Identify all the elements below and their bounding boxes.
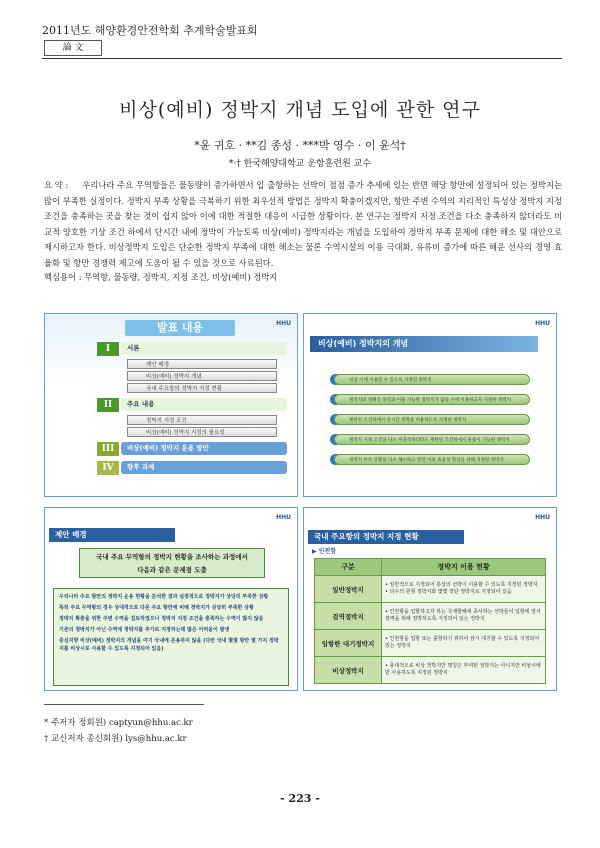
section-label: 서론 xyxy=(121,342,287,355)
slide-concept xyxy=(303,313,557,497)
problem-point: 우리나라 주요 항만의 정박지 운용 현황을 분석한 결과 실정적으로 정박지가 상당히 부족한 상황 xyxy=(59,594,269,600)
table-cell-value: • 인천항을 입항 또는 출항하기 위하여 잠시 대기할 수 있도록 지정되어 있는 정박지 xyxy=(382,630,546,657)
concept-item: 비상 시에 이용할 수 있도록 지정된 정박지 xyxy=(334,374,530,385)
affiliation: *·† 한국해양대학교 운항훈련원 교수 xyxy=(228,159,372,169)
section-number: II xyxy=(97,398,119,412)
header-rule xyxy=(42,58,562,59)
concept-item: 제한된 조건하에서 단시간 정박을 허용하도록 지정한 정박지 xyxy=(334,414,530,425)
university-logo: HHU xyxy=(276,514,291,521)
slide-status xyxy=(303,507,557,691)
section-number: III xyxy=(97,442,119,456)
section-label: 비상(예비) 정박지 운용 방안 xyxy=(121,442,287,455)
slide-status-banner: 국내 주요항의 정박지 지정 현황 xyxy=(308,530,464,544)
problem-list xyxy=(53,588,289,686)
subsection-label: 비상(예비) 정박지 지정의 필요성 xyxy=(127,427,277,437)
port-subtitle: ▶ 인천항 xyxy=(312,548,337,555)
article-type-label: 論 文 xyxy=(44,40,102,56)
footnote-corresponding: † 교신저자 종신회원) lys@hhu.ac.kr xyxy=(44,734,187,744)
page-number: - 223 - xyxy=(280,792,320,805)
problem-point: 정박지 확충을 위한 주변 수역을 검토하였으나 정박지 지정 조건을 충족하는 수역이 많지 않음 xyxy=(59,616,264,622)
table-header: 정박지 이용 현황 xyxy=(382,559,546,576)
table-row xyxy=(315,630,546,657)
paper-title: 비상(예비) 정박지 개념 도입에 관한 연구 xyxy=(119,99,481,121)
slide-background xyxy=(44,507,298,691)
slide-outline-heading: 발표 내용 xyxy=(125,320,235,336)
slide-concept-banner: 비상(예비) 정박지의 개념 xyxy=(310,336,538,352)
concept-item: 정박지의 정해진 목적과 이용 가능한 정박지가 없을 시에 이용하고자 지정한 정박지 xyxy=(334,394,530,405)
table-cell-key: 일반정박지 xyxy=(315,576,382,603)
problem-point: 특히 주요 무역항의 경우 상대적으로 다른 주요 항만에 비해 정박지가 상당히 부족한 상황 xyxy=(59,605,254,611)
concept-item: 정박지 지정 조건을 다소 미충족하더라도 제한된 조건하에서 운용이 가능한 정박지 xyxy=(334,434,530,445)
university-logo: HHU xyxy=(535,320,550,327)
section-number: IV xyxy=(97,461,119,475)
table-cell-value: • 풍대적으로 비상 정박지만 명칭은 부여된 정박지는 아니지만 비상시에만 사용하도록 지정된 정박지 xyxy=(382,657,546,684)
table-row xyxy=(315,576,546,603)
subsection-label: 비상(예비) 정박지 개념 xyxy=(127,371,277,381)
concept-item: 정박지 부족 상황을 다소 해소하고 항만 이용 효율성 향상을 위해 지정한 정박지 xyxy=(334,454,530,465)
slide-background-banner: 제안 배경 xyxy=(49,528,175,542)
anchorage-table xyxy=(314,558,546,684)
section-number: I xyxy=(97,342,119,356)
conference-name: 2011년도 해양환경안전학회 추계학술발표회 xyxy=(42,24,258,37)
problem-summary-line: 다음과 같은 문제점 도출 xyxy=(137,566,207,574)
table-cell-value: • 인천항을 입항하고자 하는 국제항해에 종사하는 선박들이 입항에 앞서 검역을 위해 정박하도록 지정되어 있는 정박지 xyxy=(382,603,546,630)
problem-point: 중심지향 비상(예비) 정박지의 개념을 여기 국내에 준용하지 않을 (다만 국내 몇몇 항만 몇 가지 정박지를 비상시로 사용할 수 있도록 지정되어 있음) xyxy=(59,638,279,652)
section-label: 향후 과제 xyxy=(121,461,287,474)
table-row xyxy=(315,657,546,684)
authors: *윤 귀호 · **김 종성 · ***박 영수 · 이 윤석† xyxy=(194,139,406,152)
table-cell-key: 검역정박지 xyxy=(315,603,382,630)
table-cell-key: 임항한 대기정박지 xyxy=(315,630,382,657)
university-logo: HHU xyxy=(535,514,550,521)
abstract-text: 우리나라 주요 무역항들은 물동량이 증가하면서 입 출항하는 선박이 점점 증가 추세에 있는 반면 해당 항만에 설정되어 있는 정박지는 많이 부족한 실정이다. 정박지 부족 상황을 극복하기 위한 최우선적 방법은 정박지 확충이겠지만, 항만 주변 수역의 지리적인 특성상 정박지 지정 조건을 충족하는 곳을 찾는 것이 쉽지 않아 이에 대한 적절한 대응이 시급한 상황이다. 본 연구는 정박지 지정 조건을 다소 충족하지 않더라도 비교적 양호한 기상 조건 하에서 단시간 내에 정박이 가능토록 비상(예비) 정박지라는 개념을 도입하여 정박지 부족 문제에 대한 해소 및 대안으로 제시하고자 한다. 비상정박지 도입은 단순한 정박지 부족에 대한 해소는 물론 수역시설의 이용 극대화, 유류비 증가에 따른 해운 선사의 경영 효율화 및 항만 경쟁력 제고에 도움이 될 수 있을 것으로 사료된다. xyxy=(44,180,562,268)
problem-summary-box xyxy=(79,548,265,578)
university-logo: HHU xyxy=(276,320,291,327)
subsection-label: 국내 주요항의 정박지 지정 현황 xyxy=(127,383,277,393)
problem-point: 기존의 정박지가 아닌 수역에 정박지를 추가로 지정하는데 많은 어려움이 발생 xyxy=(59,627,230,633)
footnote-author: * 주저자 정회원) captyun@hhu.ac.kr xyxy=(44,718,193,728)
subsection-label: 정박지 지정 조건 xyxy=(127,415,277,425)
section-label: 주요 내용 xyxy=(121,398,287,411)
problem-summary-line: 국내 주요 무역항의 정박지 현황을 조사하는 과정에서 xyxy=(96,553,248,561)
slide-outline xyxy=(44,313,298,497)
table-cell-key: 비상정박지 xyxy=(315,657,382,684)
table-header: 구분 xyxy=(315,559,382,576)
abstract-label: 요 약 : xyxy=(44,180,69,190)
table-cell-value: • 일반적으로 지정되어 통상의 선박이 이용할 수 있도록 지정된 정박지 • 다수의 원형 정박지와 몇몇 장단 정박지로 지정되어 있음 xyxy=(382,576,546,603)
keywords: 핵심용어 : 무역항, 물동량, 정박지, 지정 조건, 비상(예비) 정박지 xyxy=(44,272,278,282)
table-header-row xyxy=(315,559,546,576)
abstract xyxy=(44,178,562,271)
table-row xyxy=(315,603,546,630)
footnote-rule xyxy=(44,704,204,705)
subsection-label: 제안 배경 xyxy=(127,359,277,369)
